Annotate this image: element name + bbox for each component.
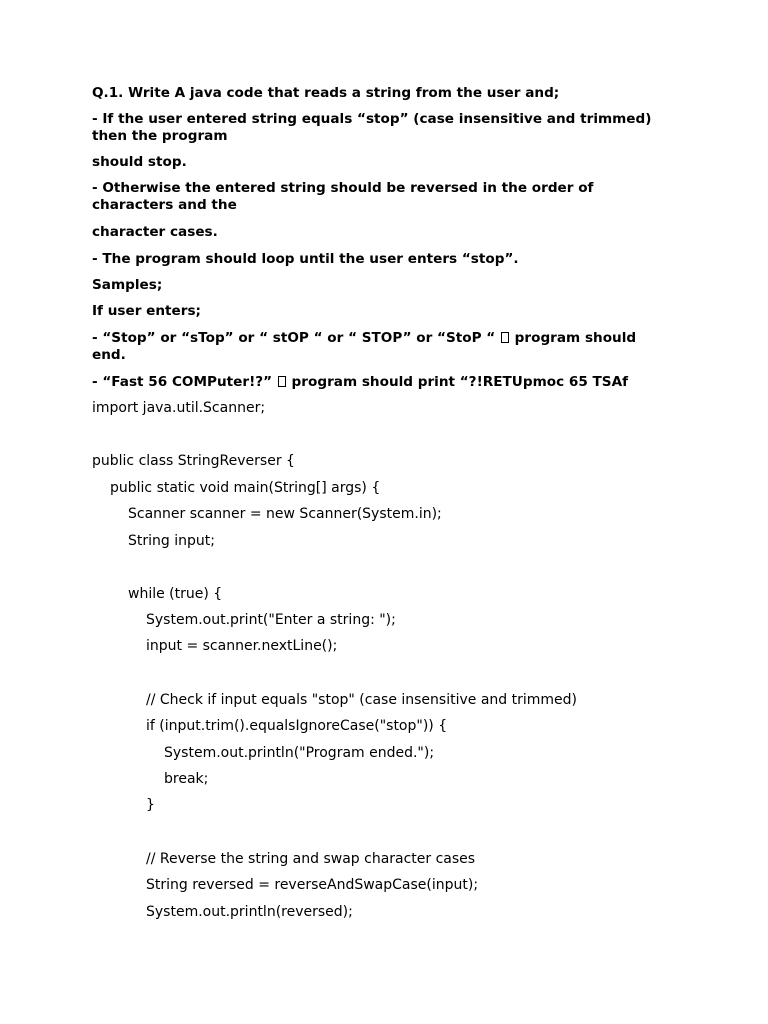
missing-glyph-icon — [501, 332, 509, 343]
code-comment-reverse: // Reverse the string and swap character cases — [146, 851, 476, 867]
sample-stop-line-1 — [92, 330, 636, 347]
code-read-line: input = scanner.nextLine(); — [146, 638, 338, 654]
code-print-prompt: System.out.print("Enter a string: "); — [146, 612, 396, 628]
rule-stop-line-1: - If the user entered string equals “stop” (case insensitive and trimmed) — [92, 111, 652, 127]
code-main-method: public static void main(String[] args) { — [110, 480, 381, 496]
code-break: break; — [164, 771, 209, 787]
question-title: Q.1. Write A java code that reads a string from the user and; — [92, 85, 560, 101]
rule-stop-line-3: should stop. — [92, 154, 187, 170]
code-if-close: } — [146, 797, 155, 813]
code-comment-check: // Check if input equals "stop" (case insensitive and trimmed) — [146, 692, 577, 708]
rule-reverse-line-2: characters and the — [92, 197, 237, 213]
code-while-loop: while (true) { — [128, 586, 223, 602]
sample-stop-text: - “Stop” or “sTop” or “ stOP “ or “ STOP” or “StoP “ — [92, 330, 500, 346]
sample-reverse-output: program should print “?!RETUpmoc 65 TSAf — [286, 374, 629, 390]
samples-heading: Samples; — [92, 277, 163, 293]
code-input-declaration: String input; — [128, 533, 215, 549]
rule-reverse-line-1: - Otherwise the entered string should be reversed in the order of — [92, 180, 594, 196]
code-reverse-call: String reversed = reverseAndSwapCase(input); — [146, 877, 479, 893]
rule-loop: - The program should loop until the user enters “stop”. — [92, 251, 519, 267]
if-user-enters: If user enters; — [92, 303, 201, 319]
rule-stop-line-2: then the program — [92, 128, 228, 144]
sample-stop-result: program should — [509, 330, 637, 346]
missing-glyph-icon — [278, 376, 286, 387]
code-print-ended: System.out.println("Program ended."); — [164, 745, 435, 761]
code-import: import java.util.Scanner; — [92, 400, 266, 416]
code-if-stop: if (input.trim().equalsIgnoreCase("stop")) { — [146, 718, 448, 734]
sample-reverse-line — [92, 374, 628, 391]
sample-reverse-input: - “Fast 56 COMPuter!?” — [92, 374, 277, 390]
rule-reverse-line-3: character cases. — [92, 224, 218, 240]
code-class-declaration: public class StringReverser { — [92, 453, 295, 469]
code-scanner-init: Scanner scanner = new Scanner(System.in); — [128, 506, 442, 522]
code-print-reversed: System.out.println(reversed); — [146, 904, 353, 920]
sample-stop-line-2: end. — [92, 347, 126, 363]
